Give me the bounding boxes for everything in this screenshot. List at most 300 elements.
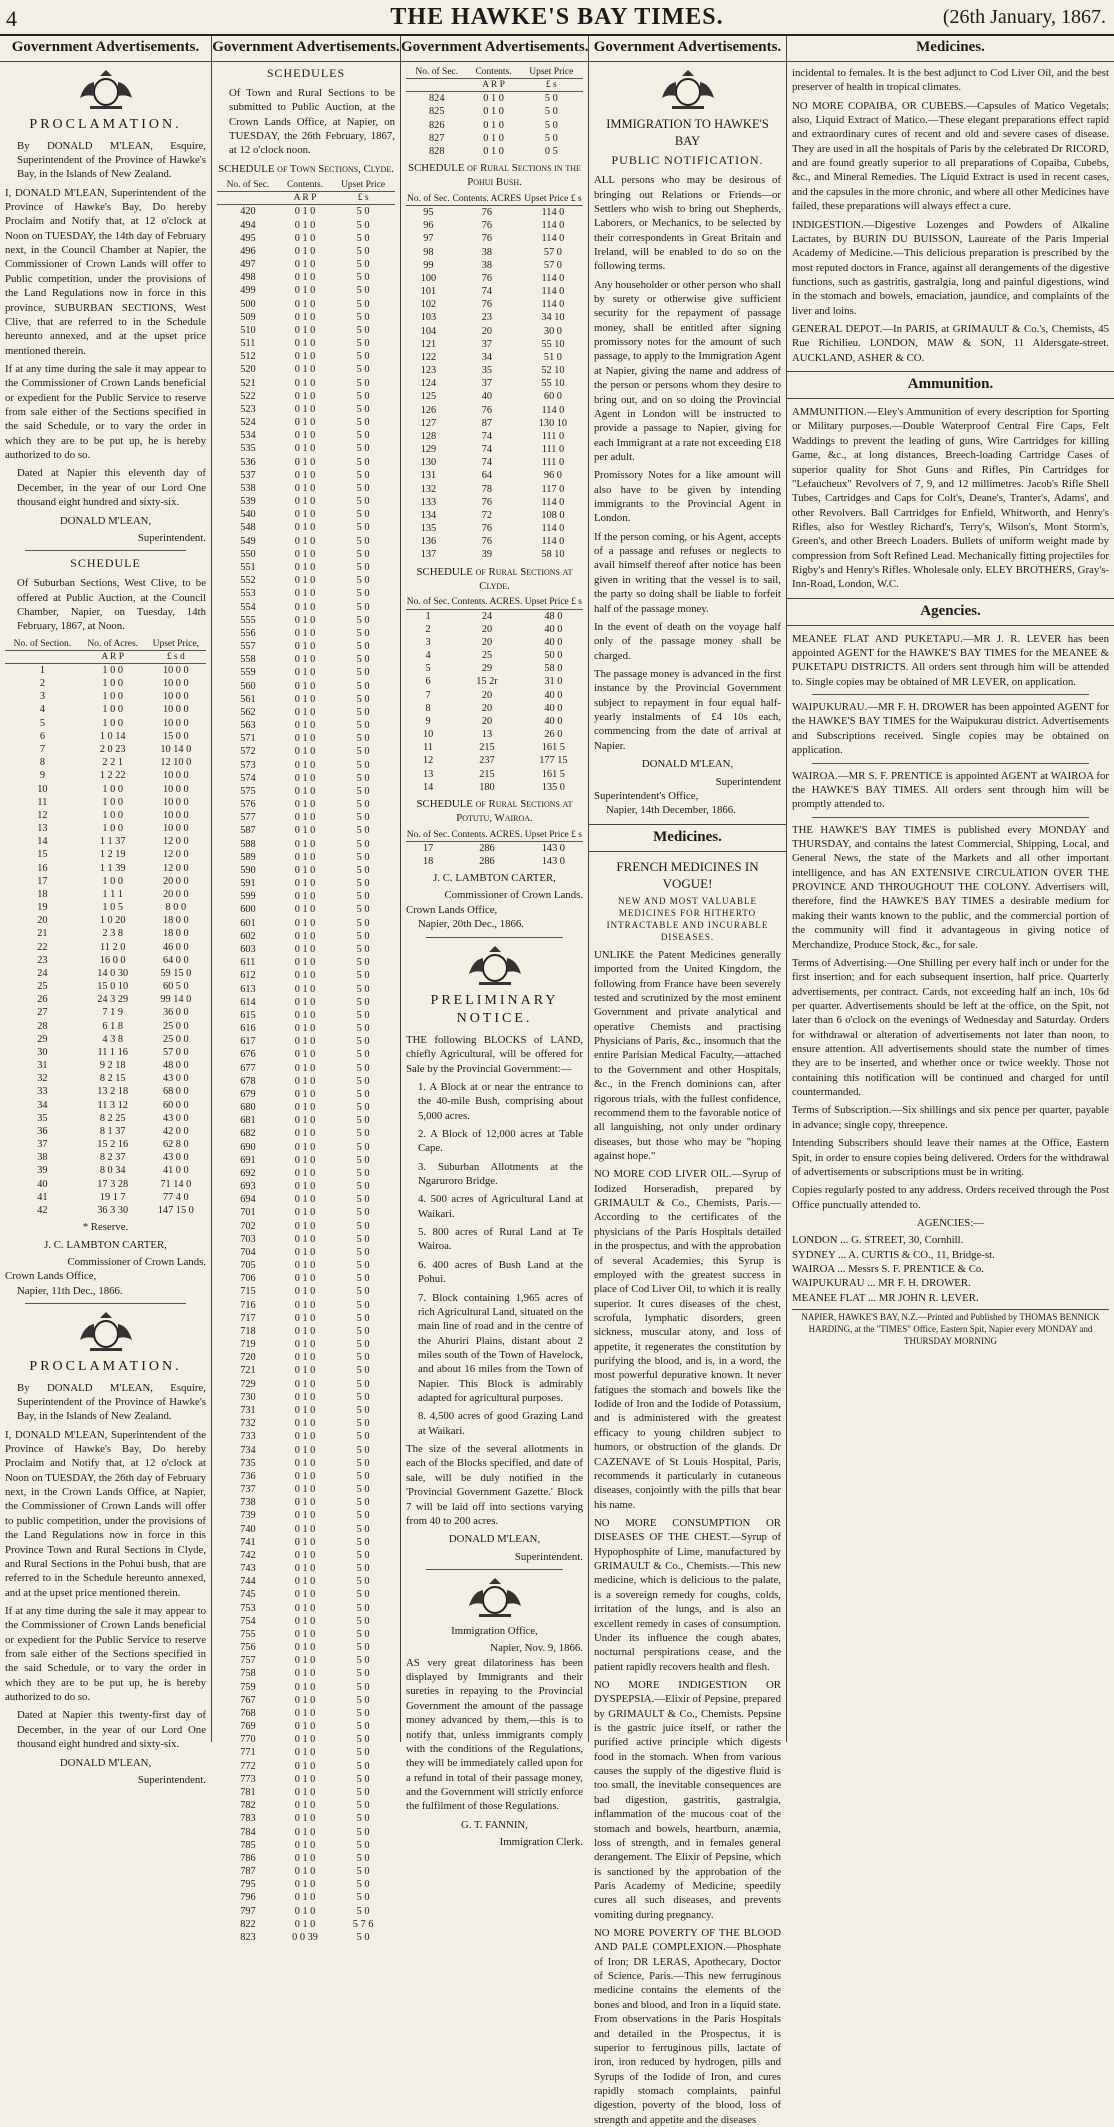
table-cell: 13 [422,768,434,780]
table-cell: 87 [481,417,493,429]
table-cell: 560 [240,680,256,692]
table-cell: 5 0 [356,311,370,323]
table-row [217,1773,395,1786]
table-cell: 825 [429,106,445,118]
table-cell: 0 1 0 [294,1905,316,1917]
table-row [217,601,395,614]
table-cell: 5 0 [356,245,370,257]
table-cell: 740 [240,1523,256,1535]
table-cell: 1 0 0 [102,664,123,676]
table-cell: 5 0 [356,930,370,942]
table-cell: 0 1 0 [294,1892,316,1904]
table-cell: 9 [39,770,45,782]
table-cell: 0 1 0 [294,799,316,811]
table-cell: 8 0 34 [99,1165,126,1177]
table-cell: 0 1 0 [294,746,316,758]
table-cell: 5 0 [356,1497,370,1509]
table-cell: 5 0 [356,548,370,560]
divider [426,937,563,938]
table-row [406,636,583,649]
table-cell: 10 0 0 [162,678,189,690]
table-cell: 716 [240,1299,256,1311]
table-cell: 11 3 12 [97,1099,128,1111]
table-cell: 6 1 8 [102,1020,123,1032]
table-cell: 0 1 0 [294,1062,316,1074]
table-cell: 550 [240,548,256,560]
table-row [217,1839,395,1852]
table-row [217,1206,395,1219]
table-cell: 0 1 0 [294,1391,316,1403]
table-cell: 692 [240,1167,256,1179]
table-cell: 5 0 [356,496,370,508]
table-cell: 5 0 [356,1075,370,1087]
preliminary-note: The size of the several allotments in each of the Blocks specified, and date of sale, will be duly notified in the 'Provincial Government Gazette.' Block 7 will be laid off into sections varying from 40 to 200 acres. [406,1443,583,1527]
table-cell: 0 1 0 [294,509,316,521]
table-row [217,772,395,785]
table-cell: 0 1 0 [294,930,316,942]
table-cell: 5 0 [356,1233,370,1245]
potutu-table: No. of Sec. Contents. ACRES. Upset Price £ s 17 286 143 0 18 286 143 0 [406,829,582,867]
table-cell: 822 [240,1918,256,1930]
table-cell: 5 0 [544,119,558,131]
table-row [217,1799,395,1812]
table-cell: 5 0 [356,1405,370,1416]
table-row [406,509,583,522]
table-row [217,482,395,495]
table-cell: 537 [240,469,256,481]
table-cell: 5 0 [356,1299,370,1311]
table-cell: 732 [240,1418,256,1430]
table-row [217,745,395,758]
table-row [5,1006,206,1019]
table-cell: 1 [425,610,431,622]
table-cell: 0 1 0 [294,1036,316,1048]
preliminary-intro: THE following BLOCKS of LAND, chiefly Agricultural, will be offered for Sale by the Provincial Government:— [406,1033,583,1075]
table-row [217,1391,395,1404]
table-row [5,1178,206,1191]
table-cell: 1 1 37 [99,836,126,848]
table-cell: 177 15 [539,755,568,767]
table-cell: 76 [481,220,493,232]
table-row [5,835,206,848]
table-cell: 10 0 0 [162,823,189,835]
table-row [217,1430,395,1443]
table-cell: 40 0 [544,623,563,635]
table-cell: 536 [240,456,256,468]
table-cell: 2 0 23 [99,743,126,755]
newspaper-title: THE HAWKE'S BAY TIMES. [390,4,724,30]
reserve-note: * Reserve. [82,1221,129,1234]
table-cell: 781 [240,1786,256,1798]
table-cell: 10 [422,729,434,741]
table-row [217,1154,395,1167]
table-cell: 102 [420,299,437,311]
table-row [217,1259,395,1272]
table-row [217,1509,395,1522]
table-cell: 10 0 0 [162,691,189,703]
table-cell: 5 0 [544,93,558,105]
table-row [406,259,583,272]
table-cell: 720 [240,1352,256,1364]
table-cell: 557 [240,641,256,653]
table-cell: 0 1 0 [294,654,316,666]
table-cell: 100 [420,272,437,284]
table-cell: 576 [240,799,256,811]
table-row [406,522,583,535]
table-cell: 571 [240,733,256,745]
list-item: 6. 400 acres of Bush Land at the Pohui. [418,1258,583,1286]
town-sections-table: No. of Sec. Contents. Upset Price A R P £ s 420 0 1 0 5 0 494 0 1 0 5 0 495 0 1 0 5 0 496 0 1 0 5 0 497 0 1 0 5 0 498 0 1 0 5 0 499 0 1 0 5 0 500 0 1 0 5 0 509 0 1 0 5 0 510 0 1 0 5 0 511 0 1 0 5 0 512 0 1 0 5 0 520 0 1 0 5 0 521 0 1 0 5 0 522 0 1 0 5 0 523 0 1 0 5 0 524 0 1 0 5 0 534 0 1 0 5 0 535 0 1 0 5 0 536 0 1 0 5 0 537 0 1 0 5 0 538 0 1 0 5 0 539 0 1 0 5 0 540 0 1 0 5 0 548 0 1 0 5 0 549 0 1 0 5 0 550 0 1 0 5 0 551 0 1 0 5 0 552 0 1 0 5 0 553 0 1 0 5 0 554 0 1 0 5 0 555 0 1 0 5 0 556 0 1 0 5 0 557 0 1 0 5 0 558 0 1 0 5 0 559 0 1 0 5 0 560 0 1 0 5 0 561 0 1 0 5 0 562 0 1 0 5 0 563 0 1 0 5 0 571 0 1 0 5 0 572 0 1 0 5 0 573 0 1 0 5 0 574 0 1 0 5 0 575 0 1 0 5 0 576 0 1 0 5 0 577 0 1 0 5 0 587 0 1 0 5 0 588 0 1 0 5 0 589 0 1 0 5 0 590 0 1 0 5 0 591 0 1 0 5 0 599 0 1 0 5 0 600 0 1 0 5 0 601 0 1 0 5 0 602 0 1 0 5 0 603 0 1 0 5 0 611 0 1 0 5 0 612 0 1 0 5 0 613 0 1 0 5 0 614 0 1 0 5 0 615 0 1 0 5 0 616 0 1 0 5 0 617 0 1 0 5 0 676 0 1 0 5 0 677 0 1 0 5 0 678 0 1 0 5 0 679 0 1 0 5 0 680 0 1 0 5 0 681 0 1 0 5 0 682 0 1 0 5 0 690 0 1 0 5 0 691 0 1 0 5 0 692 0 1 0 5 0 693 0 1 0 5 0 694 0 1 0 5 0 701 0 1 0 5 0 702 0 1 0 5 0 703 0 1 0 5 0 704 0 1 0 5 0 705 0 1 0 5 0 706 0 1 0 5 0 715 0 1 0 5 0 716 0 1 0 5 0 717 0 1 0 5 0 718 0 1 0 5 0 719 0 1 0 5 0 720 0 1 0 5 0 721 0 1 0 5 0 729 0 1 0 5 0 730 0 1 0 5 0 731 0 1 0 5 0 732 0 1 0 5 0 733 0 1 0 5 0 734 0 1 0 5 0 735 0 1 0 5 0 736 0 1 0 5 0 737 0 1 0 5 0 738 0 1 0 5 0 739 0 1 0 5 0 740 0 1 0 5 0 741 0 1 0 5 0 742 0 1 0 5 0 743 0 1 0 5 0 744 0 1 0 5 0 745 0 1 0 5 0 753 0 1 0 5 0 754 0 1 0 5 0 755 0 1 0 5 0 756 0 1 0 5 0 757 0 1 0 5 0 758 0 1 0 5 0 759 0 1 0 5 0 767 0 1 0 5 0 768 0 1 0 5 0 769 0 1 0 5 0 770 0 1 0 5 0 771 0 1 0 5 0 772 0 1 0 5 0 773 0 1 0 5 0 781 0 1 0 5 0 782 0 1 0 5 0 783 0 1 0 5 0 784 0 1 0 5 0 785 0 1 0 5 0 786 0 1 0 5 0 787 0 1 0 5 0 795 0 1 0 5 0 796 0 1 0 5 0 797 0 1 0 5 0 822 0 1 0 5 7 6 823 0 0 39 5 0 [217,179,395,1944]
table-cell: 8 0 0 [165,902,187,914]
table-cell: 57 0 [543,259,562,271]
table-cell: 0 1 0 [294,1576,316,1588]
table-cell: 1 0 0 [102,691,123,703]
table-cell: 1 0 0 [102,796,123,808]
table-cell: 30 [37,1046,48,1058]
table-cell: 5 0 [356,1852,370,1864]
table-cell: 29 [481,663,493,675]
table-cell: 127 [420,417,437,429]
table-cell: 48 0 0 [162,1060,189,1072]
table-cell: 0 1 0 [294,1102,316,1114]
table-row [217,1338,395,1351]
times-paragraph: Copies regularly posted to any address. Orders received through the Post Office punctually attended to. [792,1184,1109,1211]
table-cell: 0 1 0 [294,298,316,310]
table-cell: 20 0 0 [162,888,189,900]
table-row [217,1180,395,1193]
agency-notice: WAIPUKURAU.—MR F. H. DROWER has been appointed AGENT for the HAWKE'S BAY TIMES for the Waipukurau district. Advertisements and Subscriptions received. Single copies may be obtained on application. [792,701,1109,757]
table-cell: 5 0 [356,1418,370,1430]
table-cell: 74 [481,444,493,456]
page-number: 4 [6,6,17,31]
table-cell: 0 1 0 [294,1260,316,1272]
table-cell: 0 1 0 [294,1813,316,1825]
table-row [5,954,206,967]
table-cell: 125 [420,391,437,403]
immigration-paragraph: The passage money is advanced in the first instance by the Provincial Government subject to repayment in four equal half-yearly instalments of £4 10s each, commencing from the date of arrival at Napier. [594,668,781,752]
table-cell: 76 [481,536,493,548]
table-cell: 5 0 [356,825,370,837]
table-row [5,927,206,940]
table-cell: 0 1 0 [483,93,504,105]
table-row [217,416,395,429]
table-row [217,759,395,772]
table-cell: 0 1 0 [294,1154,316,1166]
table-row [217,732,395,745]
table-row [5,1112,206,1125]
proclamation-dated: Dated at Napier this twenty-first day of December, in the year of our Lord One thousand eight hundred and sixty-six. [17,1709,206,1751]
table-row [406,338,583,351]
table-cell: 1 1 1 [102,888,123,900]
table-cell: 130 10 [538,417,568,429]
table-cell: 718 [240,1325,256,1337]
table-cell: 5 0 [356,1628,370,1640]
table-cell: 0 1 0 [294,1760,316,1772]
table-row [406,404,583,417]
table-cell: 5 0 [356,1339,370,1351]
table-row [217,1114,395,1127]
table-cell: 522 [240,390,256,402]
table-cell: 5 0 [356,627,370,639]
table-cell: 559 [240,667,256,679]
table-cell: 768 [240,1707,256,1719]
immigration-paragraph: ALL persons who may be desirous of bringing out Relations or Friends—or Settlers who wish to bring out Shepherds, Laborers, or Mechanics, to be selected by their correspondents in Great Britain and Ireland, will be enabled to do so on the following terms. [594,174,781,273]
table-cell: 5 0 [356,772,370,784]
table-cell: 40 0 [544,636,563,648]
table-cell: 0 1 0 [294,851,316,863]
table-cell: 10 0 0 [162,796,189,808]
signature-title: Commissioner of Crown Lands. [444,889,583,902]
table-cell: 74 [481,430,493,442]
table-cell: 0 1 0 [294,417,316,429]
table-cell: 114 0 [541,233,565,245]
table-row [217,1878,395,1891]
table-cell: 5 0 [356,680,370,692]
column-heading: Government Advertisements. [401,36,588,62]
proclamation-body-2: If at any time during the sale it may appear to the Commissioner of Crown Lands beneficial or expedient for the Public Service to reserve from sale either of the Sections specified in the said Schedule, or to vary the order in which they are to be put up, he is hereby authorized to do so. [5,362,206,462]
table-cell: 5 0 [356,720,370,732]
table-cell: 96 0 [543,470,562,482]
table-cell: 5 0 [356,1378,370,1390]
table-cell: 99 [423,259,434,271]
signature-title: Superintendent. [514,1550,583,1563]
table-cell: 717 [240,1312,256,1324]
table-cell: 0 1 0 [294,338,316,350]
table-cell: 5 0 [356,641,370,653]
table-cell: 76 [481,206,493,218]
table-row [406,246,583,259]
table-cell: 5 0 [356,667,370,679]
table-cell: 96 [423,220,434,232]
royal-crest-icon [76,1310,136,1354]
table-row [217,996,395,1009]
table-cell: 114 0 [541,536,565,548]
table-cell: 17 [37,875,48,887]
table-cell: 20 [481,636,493,648]
table-cell: 0 1 0 [294,311,316,323]
table-cell: 0 1 0 [294,456,316,468]
list-item: 2. A Block of 12,000 acres at Table Cape. [418,1127,583,1155]
table-cell: 17 3 28 [97,1178,129,1190]
table-row [217,851,395,864]
table-cell: 0 1 0 [294,1721,316,1733]
table-cell: 0 1 0 [483,106,504,118]
table-cell: 5 0 [356,1892,370,1904]
table-cell: 10 0 0 [162,809,189,821]
table-cell: 46 0 0 [162,941,189,953]
table-cell: 1 0 5 [102,902,123,914]
table-cell: 0 1 0 [294,548,316,560]
table-cell: 824 [429,93,445,105]
medicine-paragraph: GENERAL DEPOT.—In PARIS, at GRIMAULT & Co.'s, Chemists, 45 Rue Richilieu. LONDON, MAW & SON, 11 Aldersgate-street. AUCKLAND, ASHER & CO. [792,323,1109,364]
table-cell: 0 1 0 [294,667,316,679]
table-cell: 43 0 0 [162,1152,189,1164]
table-row [217,1062,395,1075]
table-cell: 785 [240,1839,256,1851]
table-row [406,377,583,390]
table-row [406,119,583,132]
table-row [5,914,206,927]
table-cell: 693 [240,1181,256,1193]
table-cell: 40 0 [544,715,563,727]
table-cell: 0 1 0 [294,1734,316,1746]
table-cell: 5 0 [356,864,370,876]
table-cell: 5 0 [356,298,370,310]
divider [812,694,1089,695]
table-cell: 1 0 20 [99,915,126,927]
table-cell: 758 [240,1668,256,1680]
table-cell: 795 [240,1879,256,1891]
table-cell: 731 [240,1405,256,1416]
table-row [217,1786,395,1799]
table-cell: 6 [39,730,45,742]
table-cell: 5 0 [356,1563,370,1575]
office-line: Crown Lands Office, [406,903,498,916]
table-cell: 5 0 [356,1615,370,1627]
table-cell: 577 [240,812,256,824]
table-cell: 5 0 [356,785,370,797]
table-cell: 0 1 0 [294,1115,316,1127]
table-cell: 0 1 0 [294,943,316,955]
table-cell: 121 [420,338,437,350]
table-cell: 52 10 [541,365,565,377]
table-row [406,649,583,662]
table-cell: 114 0 [541,206,565,218]
table-row [5,663,206,677]
table-cell: 2 [425,623,431,635]
table-cell: 5 0 [356,403,370,415]
table-cell: 786 [240,1852,256,1864]
signature: DONALD M'LEAN, [59,514,152,527]
table-row [217,1667,395,1680]
table-cell: 797 [240,1905,256,1917]
table-cell: 5 0 [356,417,370,429]
table-row [217,719,395,732]
table-cell: 5 0 [356,1246,370,1258]
table-cell: 29 [37,1033,48,1045]
table-cell: 38 [481,259,493,271]
pohui-sections-table: No. of Sec. Contents. ACRES Upset Price £ s 95 76 114 0 96 76 114 0 97 76 114 0 98 38 57 0 99 38 57 0 100 76 114 0 101 74 114 0 102 76 114 0 103 23 34 10 104 20 30 0 121 37 55 10 122 34 51 0 123 35 52 10 124 37 55 10 125 40 60 0 126 76 114 0 127 87 130 10 128 74 111 0 129 74 111 0 130 74 111 0 131 64 96 0 132 78 117 0 133 76 114 0 134 72 108 0 135 76 114 0 136 76 114 0 137 39 58 10 [407,193,582,561]
table-cell: 0 1 0 [294,1655,316,1667]
table-cell: 8 2 25 [99,1112,126,1124]
town-sections-table-cont: No. of Sec. Contents. Upset Price A R P £ s 824 0 1 0 5 0 825 0 1 0 5 0 826 0 1 0 5 0 827 0 1 0 5 0 828 0 1 0 0 5 [406,66,583,158]
table-cell: 0 1 0 [294,627,316,639]
table-cell: 680 [240,1102,256,1114]
signature-title: Superintendent. [137,1773,206,1786]
medicine-paragraph: incidental to females. It is the best adjunct to Cod Liver Oil, and the best preserver of health in tropical climates. [792,66,1109,94]
table-cell: 5 [425,663,431,675]
table-cell: 43 0 0 [162,1112,189,1124]
table-row [217,587,395,600]
table-row [217,1088,395,1101]
table-cell: 5 0 [356,1325,370,1337]
table-cell: 136 [420,536,437,548]
table-body [217,205,395,1944]
table-cell: 0 1 0 [294,693,316,705]
table-row [217,469,395,482]
column-5 [787,36,1114,1742]
table-row [217,429,395,442]
table-cell: 25 [37,981,48,993]
table-cell: 5 0 [356,1102,370,1114]
table-cell: 0 1 0 [294,904,316,916]
table-cell: 573 [240,759,256,771]
table-cell: 769 [240,1721,256,1733]
medicine-paragraph: NO MORE INDIGESTION OR DYSPEPSIA.—Elixir of Pepsine, prepared by GRIMAULT & Co., Chemists. Pepsine is the gastric juice itself, or rather the purified active principle which digests food in the stomach. When from various causes the supply of the digestive fluid is too small, the inevitable consequences are bad digestion, gastritis, gastralgia, inflammation of the mucous coat of the stomach and bowels, heartburn, anæmia, loss of strength, and in females general derangement. The Elixir of Pepsine, which is sanctioned by the approbation of the Paris Academy of Medicine, speedily cures all such diseases, and prevents vomiting during pregnancy. [594,1678,781,1921]
table-cell: 43 0 0 [162,1073,189,1085]
table-row [217,495,395,508]
column-heading: Government Advertisements. [212,36,400,62]
table-cell: 741 [240,1536,256,1548]
table-cell: 137 [420,549,437,561]
table-cell: 12 0 0 [162,862,189,874]
table-cell: 5 0 [356,1747,370,1759]
table-cell: 74 [481,457,493,469]
table-cell: 25 0 0 [162,1020,189,1032]
table-row [406,702,583,715]
table-body [406,205,583,561]
table-cell: 135 0 [541,781,565,793]
table-cell: 0 1 0 [294,324,316,336]
table-row [217,574,395,587]
table-cell: 5 0 [356,838,370,850]
table-cell: 76 [481,496,493,508]
table-cell: 20 [481,325,493,337]
table-cell: 117 0 [541,483,565,495]
list-item: 8. 4,500 acres of good Grazing Land at Waikari. [418,1410,583,1437]
table-row [5,1033,206,1046]
table-cell: 42 0 0 [162,1125,189,1137]
table-cell: 739 [240,1510,256,1522]
table-cell: 7 [39,743,45,755]
table-cell: 0 1 0 [294,1220,316,1232]
table-cell: 0 1 0 [294,1286,316,1298]
table-row [406,768,583,781]
table-cell: 611 [240,957,256,969]
table-cell: 0 1 0 [294,601,316,613]
table-cell: 18 0 0 [162,915,189,927]
table-cell: 58 10 [541,549,565,561]
table-row [217,561,395,574]
table-cell: 0 1 0 [294,562,316,573]
proclamation-body: I, DONALD M'LEAN, Superintendent of the Province of Hawke's Bay, Do hereby Proclaim and Notify that, at 12 o'clock at Noon on TUESDAY, the 14th day of February next, in the Council Chamber at Napier, the Commissioner of Crown Lands will offer to Public competition, under the provisions of the Land Regulations now in force in this province, SUBURBAN SECTIONS, West Clive, that are referred to in the Schedule hereunto annexed, and at the upset price mentioned therein. [5,186,206,357]
table-cell: 13 2 18 [97,1086,129,1098]
table-cell: 11 1 16 [97,1046,128,1058]
table-cell: 0 1 0 [294,496,316,508]
royal-crest-icon [658,68,718,112]
table-cell: 38 [481,246,493,258]
table-row [406,311,583,324]
table-cell: 122 [420,351,437,363]
proclamation-intro: By DONALD M'LEAN, Esquire, Superintendent of the Province of Hawke's Bay, in the Islands of New Zealand. [17,139,206,181]
table-cell: 5 0 [356,733,370,745]
table-cell: 5 0 [356,614,370,626]
table-row [406,728,583,741]
table-row [217,627,395,640]
table-cell: 0 1 0 [294,1023,316,1035]
table-row [406,483,583,496]
table-cell: 114 0 [541,286,565,298]
table-cell: 1 0 14 [99,730,126,742]
list-item: 5. 800 acres of Rural Land at Te Wairoa. [418,1226,583,1253]
table-cell: 11 2 0 [100,941,126,953]
table-cell: 5 0 [356,1154,370,1166]
table-row [5,1046,206,1059]
table-cell: 5 0 [356,812,370,824]
list-item: WAIROA ... Messrs S. F. PRENTICE & Co. [792,1263,984,1276]
table-cell: 5 0 [356,377,370,389]
table-cell: 123 [420,365,437,377]
